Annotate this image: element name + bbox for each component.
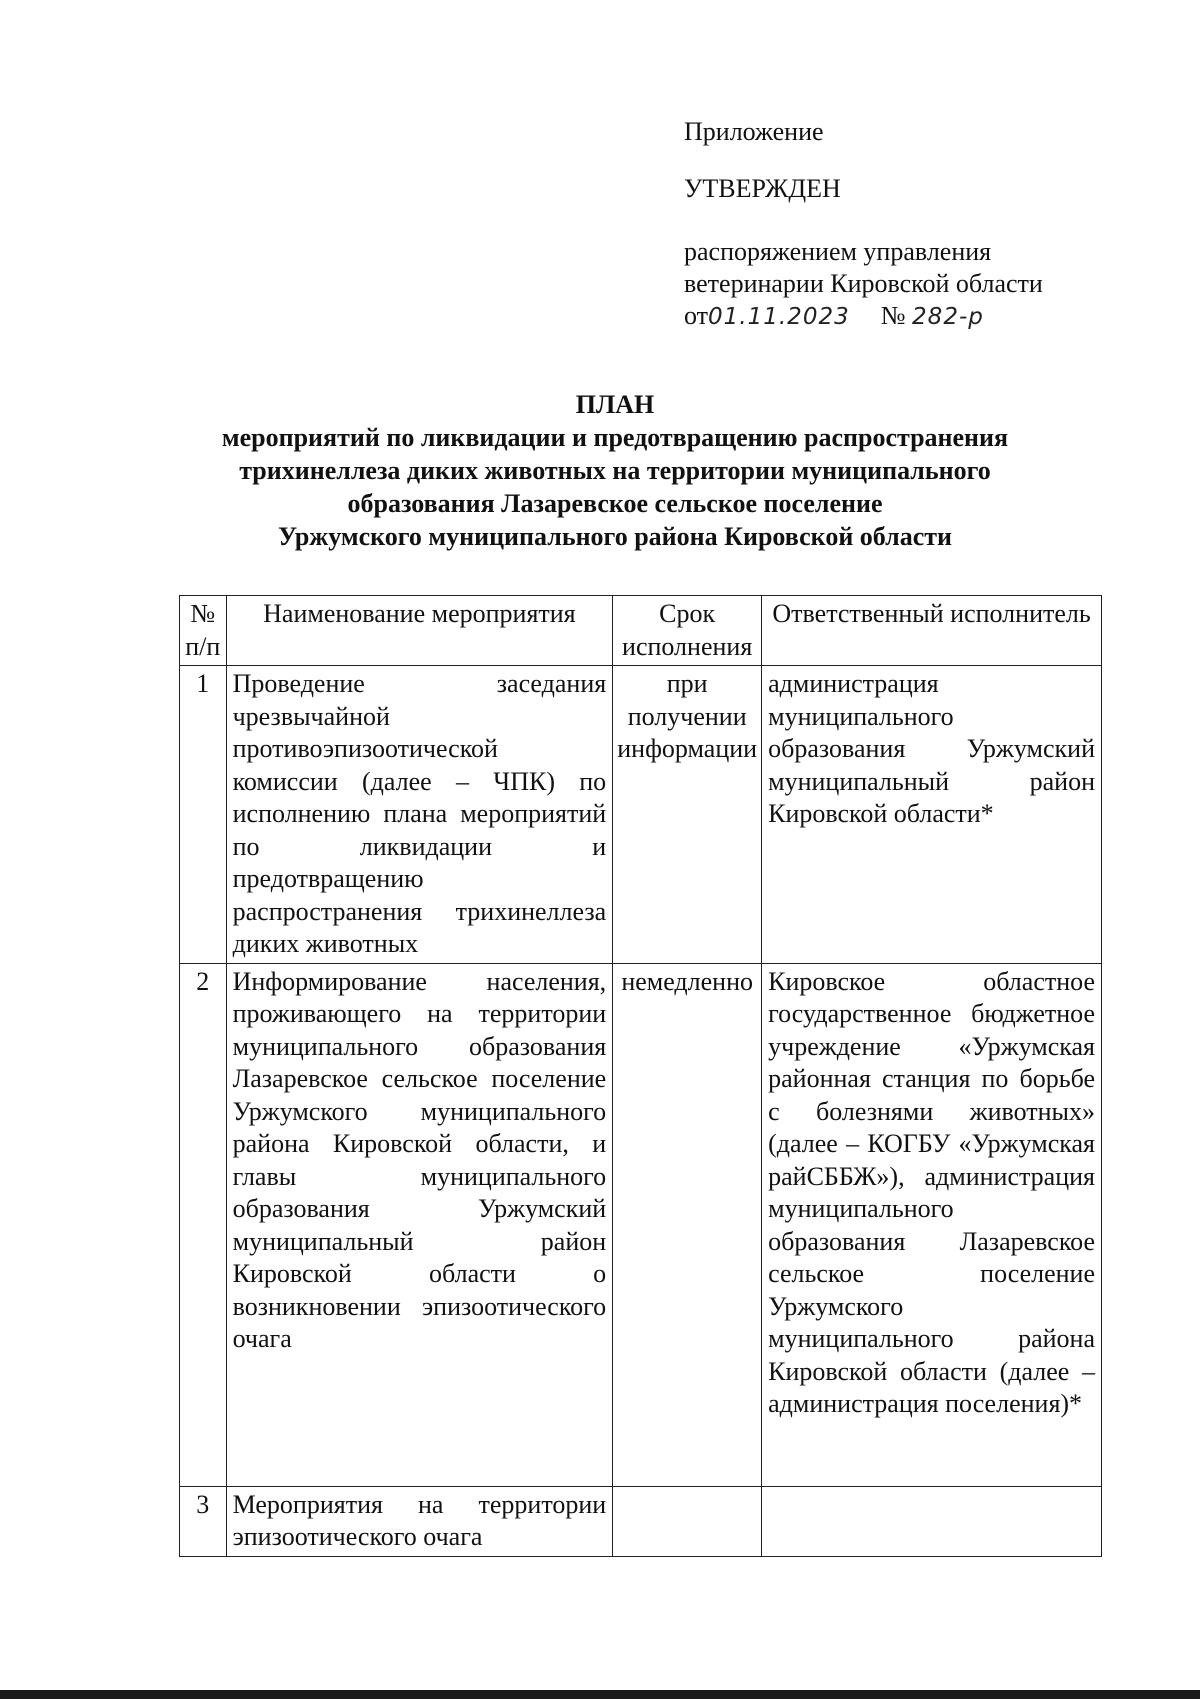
table-row xyxy=(180,1486,1102,1556)
table-header-row xyxy=(180,596,1102,666)
title-main: ПЛАН xyxy=(575,390,655,419)
header-num: № п/п xyxy=(180,596,227,666)
row-term xyxy=(613,1486,762,1556)
document-title xyxy=(170,388,1060,553)
decree-line-2: ветеринарии Кировской области xyxy=(684,269,1043,298)
decree-date-line xyxy=(684,300,984,333)
row-term: немедленно xyxy=(613,963,762,1486)
row-responsible: администрация муниципального образования Уржумский муниципальный район Кировской области* xyxy=(762,666,1102,964)
row-name: Информирование населения, проживающего на территории муниципального образования Лазаревское сельское поселение Уржумского муниципального района Кировской области, и главы муниципального образования Уржумский муниципальный район Кировской области о возникновении эпизоотического очага xyxy=(226,963,613,1486)
title-line-3: образования Лазаревское сельское поселение xyxy=(347,489,883,518)
handwritten-number: 282-р xyxy=(912,304,984,330)
plan-table xyxy=(179,595,1102,1557)
title-line-2: трихинеллеза диких животных на территории муниципального xyxy=(239,456,991,485)
row-num: 1 xyxy=(180,666,227,964)
title-line-4: Уржумского муниципального района Кировской области xyxy=(277,522,953,551)
row-num: 3 xyxy=(180,1486,227,1556)
row-num: 2 xyxy=(180,963,227,1486)
handwritten-date: 01.11.2023 xyxy=(708,304,850,330)
decree-line-1: распоряжением управления xyxy=(684,237,992,266)
number-sign: № xyxy=(880,301,906,330)
appendix-label: Приложение xyxy=(684,117,824,146)
row-name: Проведение заседания чрезвычайной противоэпизоотической комиссии (далее – ЧПК) по исполнению плана мероприятий по ликвидации и предотвращению распространения трихинеллеза диких животных xyxy=(226,666,613,964)
table-row xyxy=(180,666,1102,964)
scan-edge-divider xyxy=(0,1690,1200,1699)
table-row xyxy=(180,963,1102,1486)
row-term: при получении информации xyxy=(613,666,762,964)
header-responsible: Ответственный исполнитель xyxy=(762,596,1102,666)
header-name: Наименование мероприятия xyxy=(226,596,613,666)
title-line-1: мероприятий по ликвидации и предотвращению распространения xyxy=(221,423,1009,452)
approved-label: УТВЕРЖДЕН xyxy=(684,174,841,203)
row-name: Мероприятия на территории эпизоотического очага xyxy=(226,1486,613,1556)
row-responsible: Кировское областное государственное бюджетное учреждение «Уржумская районная станция по борьбе с болезнями животных» (далее – КОГБУ «Уржумская райСББЖ»), администрация муниципального образования Лазаревское сельское поселение Уржумского муниципального района Кировской области (далее – администрация поселения)* xyxy=(762,963,1102,1486)
header-term: Срок исполнения xyxy=(613,596,762,666)
row-responsible xyxy=(762,1486,1102,1556)
date-prefix: от xyxy=(684,301,709,330)
